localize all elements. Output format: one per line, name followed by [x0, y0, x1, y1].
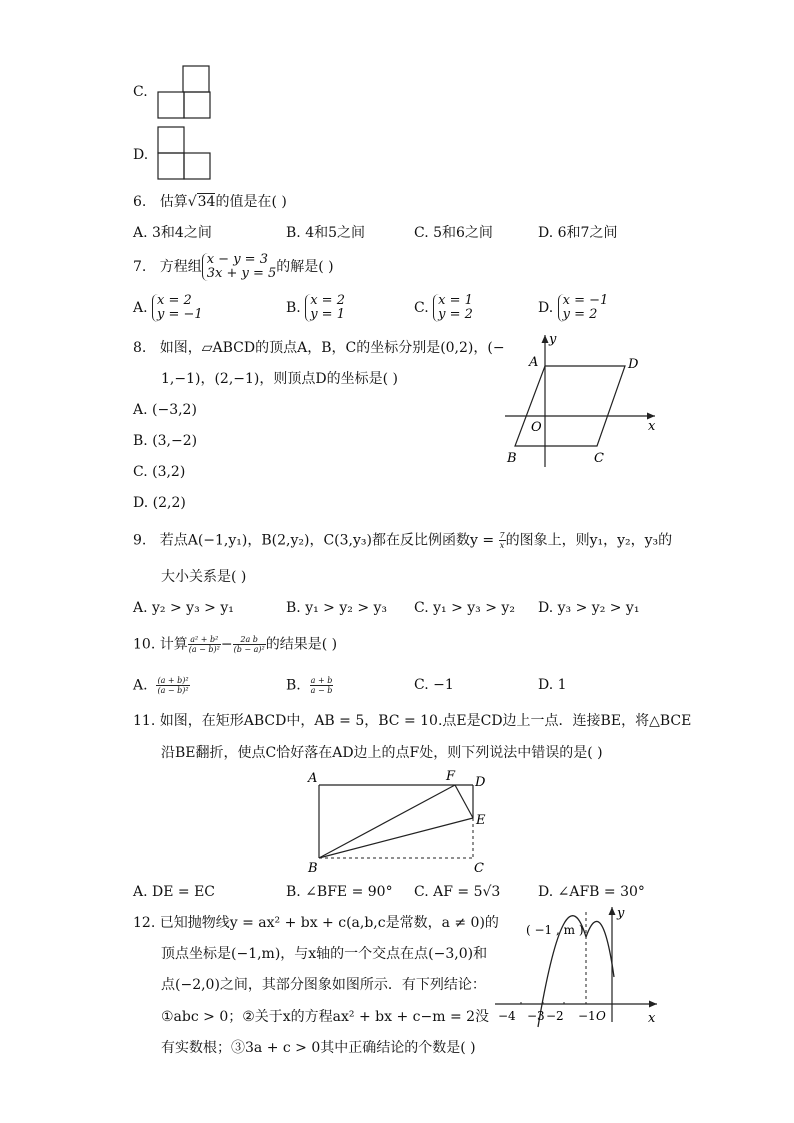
q12-tick-neg3: −3 [527, 1009, 545, 1023]
q8-label-y: y [549, 332, 557, 347]
q12-stem-line5: 有实数根；③3a + c > 0其中正确结论的个数是( ) [161, 1040, 476, 1056]
q12-vertex-label: ( −1 , m ) [526, 923, 584, 937]
q9-stem-line1: 9. 若点A(−1,y₁)，B(2,y₂)，C(3,y₃)都在反比例函数y = $\frac{7}{x}$ 的图象上，则y₁，y₂，y₃的 [133, 531, 673, 550]
q8-label-a: A [529, 355, 539, 370]
q11-label-a: A [308, 771, 318, 786]
q10-option-d[interactable]: D. 1 [538, 677, 567, 693]
q9-option-a[interactable]: A. y₂ > y₃ > y₁ [133, 600, 234, 616]
q12-label-x: x [648, 1011, 656, 1026]
q6-option-a[interactable]: A. 3和4之间 [133, 225, 212, 241]
q10-option-a[interactable]: A. $\frac{\text{(a + b)²}}{\text{(a − b)²}}$ [133, 676, 189, 695]
q8-option-a[interactable]: A. (−3,2) [133, 402, 197, 418]
q11-option-c[interactable]: C. AF = 5√3 [414, 884, 501, 900]
q11-label-d: D [475, 775, 486, 790]
q6-option-b[interactable]: B. 4和5之间 [286, 225, 366, 241]
q9-stem-line2: 大小关系是( ) [161, 569, 247, 585]
q11-rectangle-figure [300, 768, 500, 880]
q11-option-d[interactable]: D. ∠AFB = 30° [538, 884, 645, 900]
q12-stem-line1: 12. 已知抛物线y = ax² + bx + c(a,b,c是常数，a ≠ 0)的 [133, 915, 499, 931]
q12-tick-neg2: −2 [546, 1009, 564, 1023]
q7-option-c[interactable]: C. x = 1 y = 2 [414, 293, 473, 322]
q8-option-b[interactable]: B. (3,−2) [133, 433, 198, 449]
q11-label-e: E [476, 813, 486, 828]
q9-option-d[interactable]: D. y₃ > y₂ > y₁ [538, 600, 640, 616]
q5-option-d-figure [157, 126, 213, 182]
q7-option-b[interactable]: B. x = 2 y = 1 [286, 293, 345, 322]
q6-option-c[interactable]: C. 5和6之间 [414, 225, 493, 241]
q9-option-b[interactable]: B. y₁ > y₂ > y₃ [286, 600, 388, 616]
q8-label-c: C [594, 451, 604, 466]
q5-option-c-label: C. [133, 84, 148, 100]
q8-label-o: O [531, 420, 542, 435]
q8-stem-line2: 1,−1)，(2,−1)，则顶点D的坐标是( ) [161, 371, 398, 387]
q5-option-c-figure [157, 65, 213, 121]
q12-stem-line2: 顶点坐标是(−1,m)，与x轴的一个交点在点(−3,0)和 [161, 946, 488, 962]
q11-option-a[interactable]: A. DE = EC [133, 884, 216, 900]
q12-stem-line4: ①abc > 0；②关于x的方程ax² + bx + c−m = 2没 [161, 1009, 490, 1025]
q8-label-b: B [507, 451, 517, 466]
q12-parabola-figure [490, 902, 665, 1032]
q11-stem-line1: 11. 如图，在矩形ABCD中，AB = 5，BC = 10.点E是CD边上一点．连接BE，将△BCE [133, 713, 692, 729]
q9-option-c[interactable]: C. y₁ > y₃ > y₂ [414, 600, 515, 616]
q7-option-a[interactable]: A. x = 2 y = −1 [133, 293, 203, 322]
q10-option-b[interactable]: B. $\frac{a + b}{a - b}$ [286, 676, 333, 695]
q12-origin: O [596, 1009, 606, 1023]
q6-option-d[interactable]: D. 6和7之间 [538, 225, 618, 241]
q8-parallelogram-figure [500, 330, 665, 470]
q12-label-y: y [617, 906, 625, 921]
q8-label-x: x [648, 419, 656, 434]
q11-label-b: B [308, 861, 318, 876]
q7-stem: 7. 方程组 x − y = 3 3x + y = 5 的解是( ) [133, 252, 334, 281]
q11-option-b[interactable]: B. ∠BFE = 90° [286, 884, 393, 900]
q8-option-c[interactable]: C. (3,2) [133, 464, 186, 480]
q5-option-d-label: D. [133, 147, 149, 163]
q11-label-f: F [446, 769, 456, 784]
q10-option-c[interactable]: C. −1 [414, 677, 454, 693]
q8-label-d: D [628, 357, 639, 372]
q8-option-d[interactable]: D. (2,2) [133, 495, 186, 511]
q12-tick-neg4: −4 [498, 1009, 516, 1023]
q7-option-d[interactable]: D. x = −1 y = 2 [538, 293, 609, 322]
q6-stem: 6. 估算√34的值是在( ) [133, 194, 287, 210]
q10-stem: 10. 计算 $\frac{\text{a² + b²}}{\text{(a − b)²}}$ − $\frac{\text{2a b}}{\text{(b − a)²}}$ 的结果是( ) [133, 635, 338, 654]
q6-radicand: 34 [197, 194, 216, 210]
q11-stem-line2: 沿BE翻折，使点C恰好落在AD边上的点F处，则下列说法中错误的是( ) [161, 745, 603, 761]
q12-tick-neg1: −1 [578, 1009, 596, 1023]
q12-stem-line3: 点(−2,0)之间，其部分图象如图所示．有下列结论： [161, 977, 486, 993]
q11-label-c: C [474, 861, 484, 876]
q8-stem-line1: 8. 如图，▱ABCD的顶点A，B，C的坐标分别是(0,2)，(− [133, 340, 505, 356]
